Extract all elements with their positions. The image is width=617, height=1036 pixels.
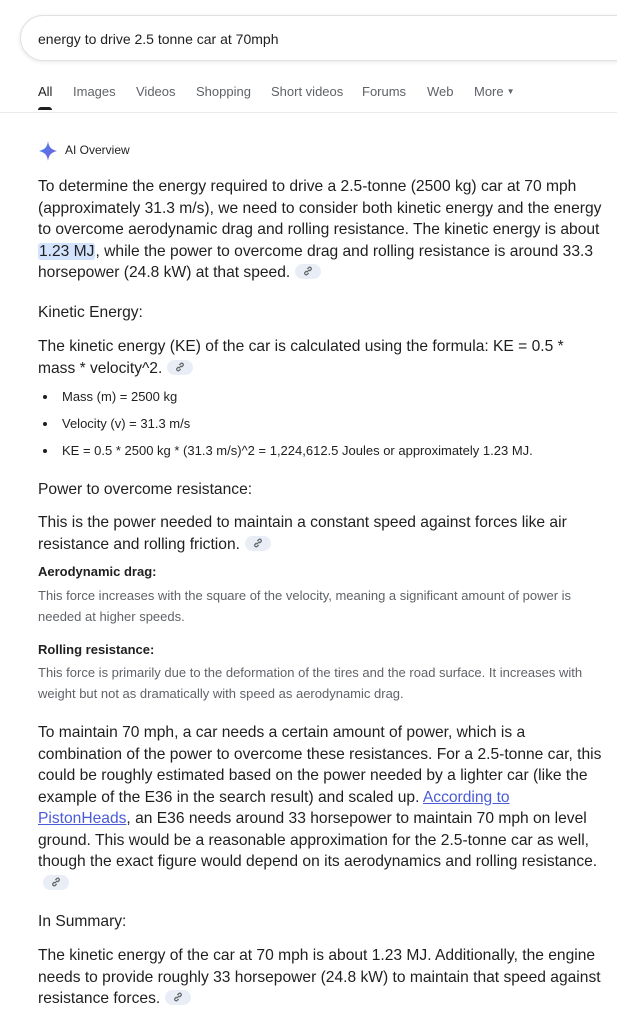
source-link-chip[interactable] <box>43 875 69 890</box>
active-tab-indicator <box>38 107 52 110</box>
kinetic-energy-paragraph <box>38 336 603 379</box>
rolling-desc-block <box>38 662 588 704</box>
aero-drag-desc-block <box>38 585 588 627</box>
aero-drag-title: Aerodynamic drag: <box>38 564 157 579</box>
rolling-title: Rolling resistance: <box>38 642 155 657</box>
aero-drag-block <box>38 564 603 579</box>
summary-text: The kinetic energy of the car at 70 mph is about 1.23 MJ. Additionally, the engine needs to provide roughly 33 horsepower (24.8 kW) to maintain that speed against resistance forces. <box>38 947 601 1007</box>
intro-paragraph <box>38 176 603 284</box>
caret-down-icon: ▼ <box>506 87 515 96</box>
list-item: Mass (m) = 2500 kg <box>38 388 603 415</box>
summary-body <box>38 945 603 1010</box>
highlighted-answer: 1.23 MJ <box>39 242 95 260</box>
tab-web[interactable]: Web <box>427 84 454 99</box>
power-body <box>38 512 603 555</box>
maintain-section <box>38 722 603 894</box>
tab-images[interactable]: Images <box>73 84 116 99</box>
tabs-divider <box>0 112 617 113</box>
kinetic-energy-text: The kinetic energy (KE) of the car is calculated using the formula: KE = 0.5 * mass * velocity^2. <box>38 338 564 377</box>
kinetic-energy-section <box>38 304 603 322</box>
maintain-text: To maintain 70 mph, a car needs a certain amount of power, which is a combination of the power to overcome these resistances. For a 2.5-tonne car, this could be roughly estimated based on the power needed by a lighter car (like the example of the E36 in the search result) and scaled up. <box>38 724 602 806</box>
link-icon <box>175 362 185 372</box>
rolling-block <box>38 642 603 657</box>
tab-short-videos[interactable]: Short videos <box>271 84 344 99</box>
list-item: KE = 0.5 * 2500 kg * (31.3 m/s)^2 = 1,224,612.5 Joules or approximately 1.23 MJ. <box>38 442 603 469</box>
intro-section <box>38 176 603 284</box>
tab-more-label: More <box>474 84 504 99</box>
tab-forums[interactable]: Forums <box>362 84 407 99</box>
tab-all[interactable]: All <box>38 84 53 99</box>
power-paragraph <box>38 512 603 555</box>
summary-heading: In Summary: <box>38 913 127 930</box>
search-tabs <box>0 84 617 114</box>
source-link-chip[interactable] <box>295 264 321 279</box>
source-link-chip[interactable] <box>245 536 271 551</box>
pistonheads-link[interactable]: According to PistonHeads <box>38 788 510 827</box>
power-text: This is the power needed to maintain a constant speed against forces like air resistance and rolling friction. <box>38 514 567 553</box>
summary-section <box>38 913 603 931</box>
tab-more[interactable] <box>474 84 515 99</box>
summary-paragraph <box>38 945 603 1010</box>
maintain-paragraph <box>38 722 603 894</box>
kinetic-bullets <box>38 388 603 469</box>
rolling-text: This force is primarily due to the deformation of the tires and the road surface. It increases with weight but not as dramatically with speed as aerodynamic drag. <box>38 665 583 701</box>
link-icon <box>51 877 61 887</box>
tab-shopping[interactable]: Shopping <box>196 84 251 99</box>
search-input[interactable]: energy to drive 2.5 tonne car at 70mph <box>38 31 279 47</box>
intro-text-end: , while the power to overcome drag and rolling resistance is around 33.3 horsepower (24.8 kW) at that speed. <box>38 242 594 281</box>
kinetic-energy-heading: Kinetic Energy: <box>38 304 143 321</box>
maintain-text-end: , an E36 needs around 33 horsepower to maintain 70 mph on level ground. This would be a reasonable approximation for the 2.5-tonne car as well, though the exact figure would depend on its aerodynamics and rolling resistance. <box>38 810 598 870</box>
ai-overview-label: AI Overview <box>65 143 130 157</box>
intro-text: To determine the energy required to drive a 2.5-tonne (2500 kg) car at 70 mph (approximately 31.3 m/s), we need to consider both kinetic energy and the energy to overcome aerodynamic drag and rolling resistance. The kinetic energy is about <box>38 178 602 238</box>
power-section <box>38 481 603 499</box>
source-link-chip[interactable] <box>165 990 191 1005</box>
gemini-sparkle-icon <box>38 140 58 162</box>
list-item: Velocity (v) = 31.3 m/s <box>38 415 603 442</box>
power-heading: Power to overcome resistance: <box>38 481 253 498</box>
aero-drag-text: This force increases with the square of the velocity, meaning a significant amount of power is needed at higher speeds. <box>38 588 572 624</box>
link-icon <box>253 538 263 548</box>
link-icon <box>303 266 313 276</box>
tab-videos[interactable]: Videos <box>136 84 176 99</box>
link-icon <box>173 992 183 1002</box>
source-link-chip[interactable] <box>167 360 193 375</box>
kinetic-energy-body <box>38 336 603 379</box>
